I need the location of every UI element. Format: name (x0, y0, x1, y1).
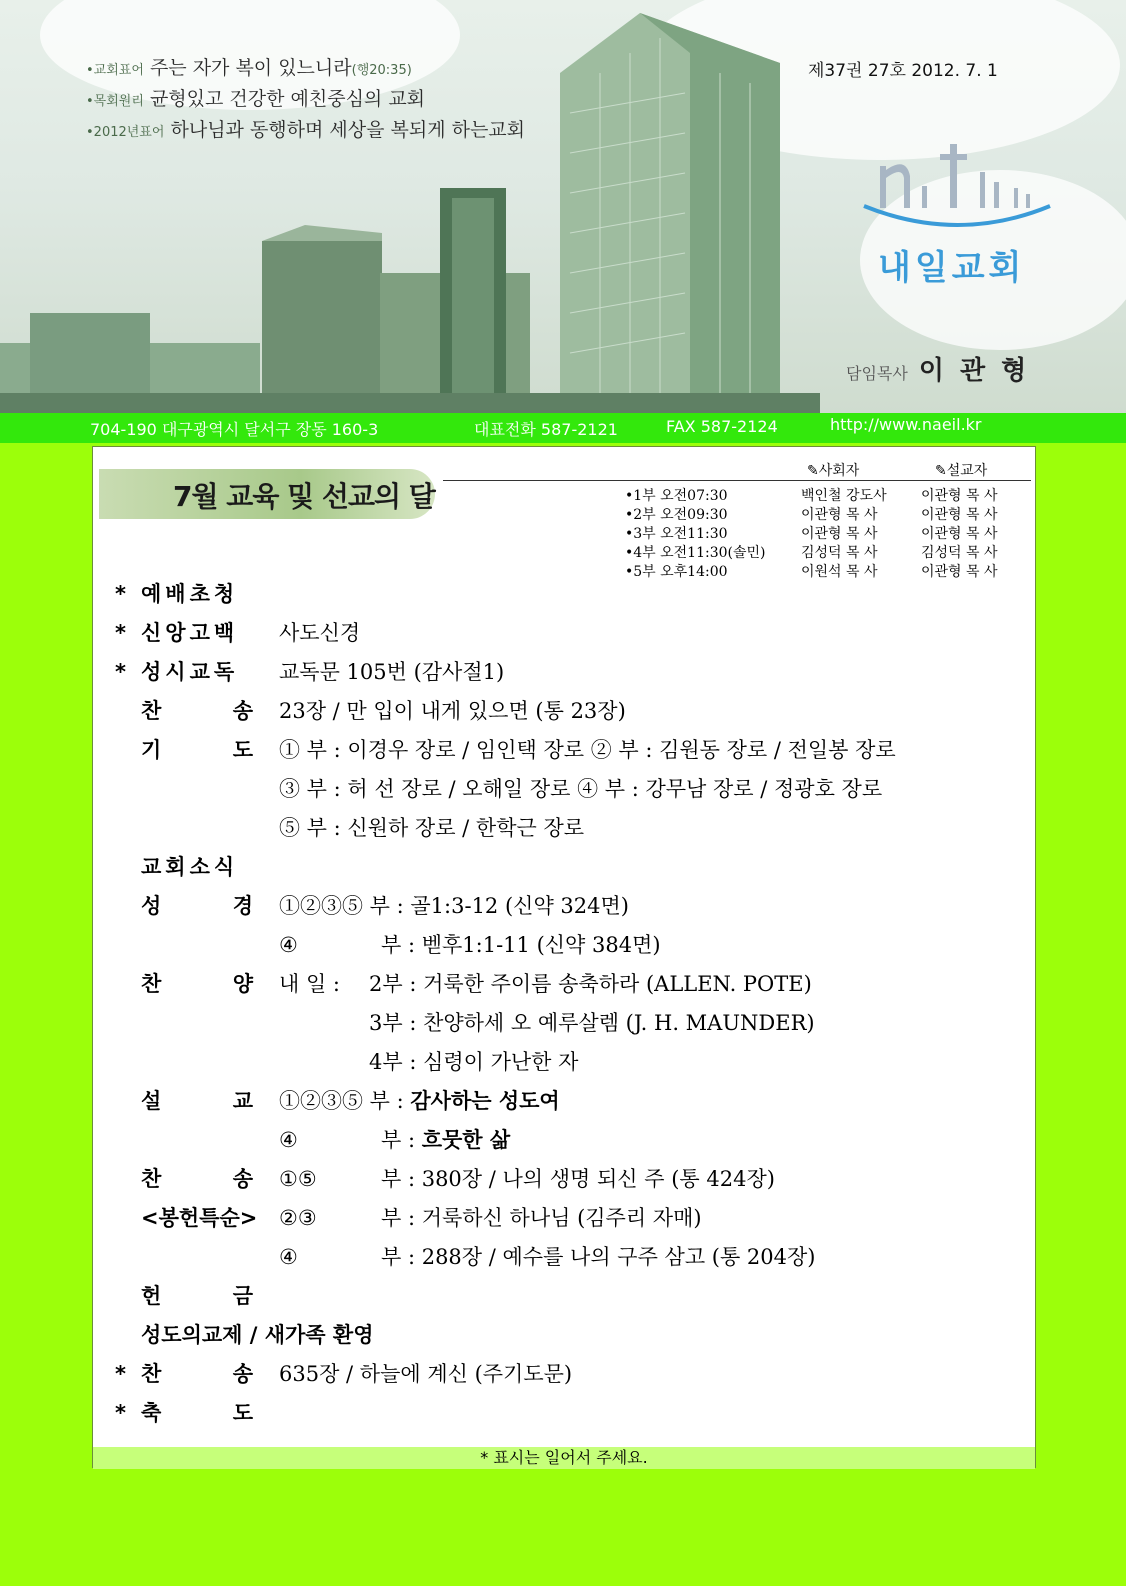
order-fellowship: 성도의교제 / 새가족 환영 (141, 1323, 374, 1347)
pastor-credit: 담임목사 이관형 (846, 356, 1043, 386)
header-banner (0, 0, 1126, 413)
order-scripture: 성 경 ①②③⑤ 부 : 골1:3-12 (신약 324면) (141, 894, 629, 918)
sermon-title: 흐뭇한 삶 (421, 1128, 511, 1152)
sermon-title: 감사하는 성도여 (410, 1089, 560, 1113)
order-closing-hymn: * 찬 송 635장 / 하늘에 계신 (주기도문) (115, 1362, 573, 1386)
month-banner (99, 469, 435, 519)
order-invocation: * 예배초청 (115, 582, 239, 606)
order-hymn: 찬 송 23장 / 만 입이 내게 있으면 (통 23장) (141, 699, 626, 723)
divider (443, 480, 1031, 481)
address-text: 704-190 대구광역시 달서구 장동 160-3 (90, 420, 379, 439)
church-name: 내일교회 (878, 248, 1026, 288)
phone-text: 대표전화 587-2121 (474, 420, 618, 439)
order-of-worship (115, 575, 1015, 1433)
order-offering: 헌 금 (141, 1284, 253, 1308)
order-prayer-line: ③ 부 : 허 선 장로 / 오해일 장로 ④ 부 : 강무남 장로 / 정광호 장로 (279, 777, 883, 801)
motto-line: •교회표어 주는 자가 복이 있느니라(행20:35) (86, 57, 412, 79)
order-benediction: * 축 도 (115, 1401, 253, 1425)
order-offertory-hymn: 찬 송 ①⑤ 부 : 380장 / 나의 생명 되신 주 (통 424장) (141, 1167, 775, 1191)
issue-number: 제37권 27호 2012. 7. 1 (808, 61, 998, 81)
order-offertory-special: <봉헌특순> ②③ 부 : 거룩하신 하나님 (김주리 자매) (141, 1206, 702, 1230)
order-choir-line: 4부 : 심령이 가난한 자 (369, 1050, 579, 1074)
bulletin-content: 7월 교육 및 선교의 달 ✎사회자 ✎설교자 •1부 오전07:30 백인철 강도사 이관형 목 사 •2부 오전09:30 이관형 목 사 이관형 목 사 •3부 오전11:30 이관형 목 사 이관형 목 사 •4부 오전11:30(솔민) 김성덕 목 사 김성덕 목 사 •5부 오후14:00 이원석 목 사 이관형 목 사 * 예배초청 * 신앙고백 사도신경 * 성시교독 교독문 105번 (감사절1) 찬 송 23장 / 만 입이 내게 있으면 (통 23장) 기 도 ① 부 : 이경우 장로 / 임인택 장로 ② 부 : 김원동 장로 / 전일봉 장로 ③ 부 : 허 선 장로 / 오해일 장로 ④ 부 : 강무남 장로 / 정광호 장로 ⑤ 부 : 신원하 장로 / 한학근 장로 교회소식 성 경 ①②③⑤ 부 : 골1:3-12 (신약 324면) ④ 부 : 벧후1:1-11 (신약 384면) 찬 양 내 일 : 2부 : 거룩한 주이름 송축하라 (ALLEN. POTE) 3부 : 찬양하세 오 예루살렘 (J. H. MAUNDER) 4부 : 심령이 가난한 자 설 교 ①②③⑤ 부 : 감사하는 성도여 ④ 부 : 흐뭇한 삶 찬 송 ①⑤ 부 : 380장 / 나의 생명 되신 주 (통 424장) <봉헌특순> ②③ 부 : 거룩하신 하나님 (김주리 자매) ④ 부 : 288장 / 예수를 나의 구주 삼고 (통 204장) 헌 금 성도의교제 / 새가족 환영 * 찬 송 635장 / 하늘에 계신 (주기도문) * 축 도 * 표시는 일어서 주세요. (92, 446, 1036, 1468)
preacher-header: ✎설교자 (935, 463, 988, 479)
order-creed: * 신앙고백 사도신경 (115, 621, 361, 645)
motto-line: •목회원리 균형있고 건강한 예친중심의 교회 (86, 88, 426, 110)
motto-list (86, 54, 525, 147)
standing-footnote: * 표시는 일어서 주세요. (93, 1447, 1035, 1469)
fax-text: FAX 587-2124 (666, 417, 778, 436)
address-bar (0, 413, 1126, 443)
website-link[interactable]: http://www.naeil.kr (830, 415, 982, 434)
leader-header: ✎사회자 (807, 463, 860, 479)
order-scripture-line: ④ 부 : 벧후1:1-11 (신약 384면) (279, 933, 661, 957)
motto-line: •2012년표어 하나님과 동행하며 세상을 복되게 하는교회 (86, 119, 526, 141)
order-sermon: 설 교 ①②③⑤ 부 : 감사하는 성도여 (141, 1089, 560, 1113)
month-title: 7월 교육 및 선교의 달 (173, 480, 435, 513)
order-choir-line: 3부 : 찬양하세 오 예루살렘 (J. H. MAUNDER) (369, 1011, 815, 1035)
order-choir: 찬 양 내 일 : 2부 : 거룩한 주이름 송축하라 (ALLEN. POTE) (141, 972, 812, 996)
order-news: 교회소식 (141, 855, 239, 879)
order-prayer: 기 도 ① 부 : 이경우 장로 / 임인택 장로 ② 부 : 김원동 장로 / 전일봉 장로 (141, 738, 896, 762)
order-offertory-line: ④ 부 : 288장 / 예수를 나의 구주 삼고 (통 204장) (279, 1245, 816, 1269)
order-prayer-line: ⑤ 부 : 신원하 장로 / 한학근 장로 (279, 816, 585, 840)
order-reading: * 성시교독 교독문 105번 (감사절1) (115, 660, 505, 684)
order-sermon-line: ④ 부 : 흐뭇한 삶 (279, 1128, 511, 1152)
